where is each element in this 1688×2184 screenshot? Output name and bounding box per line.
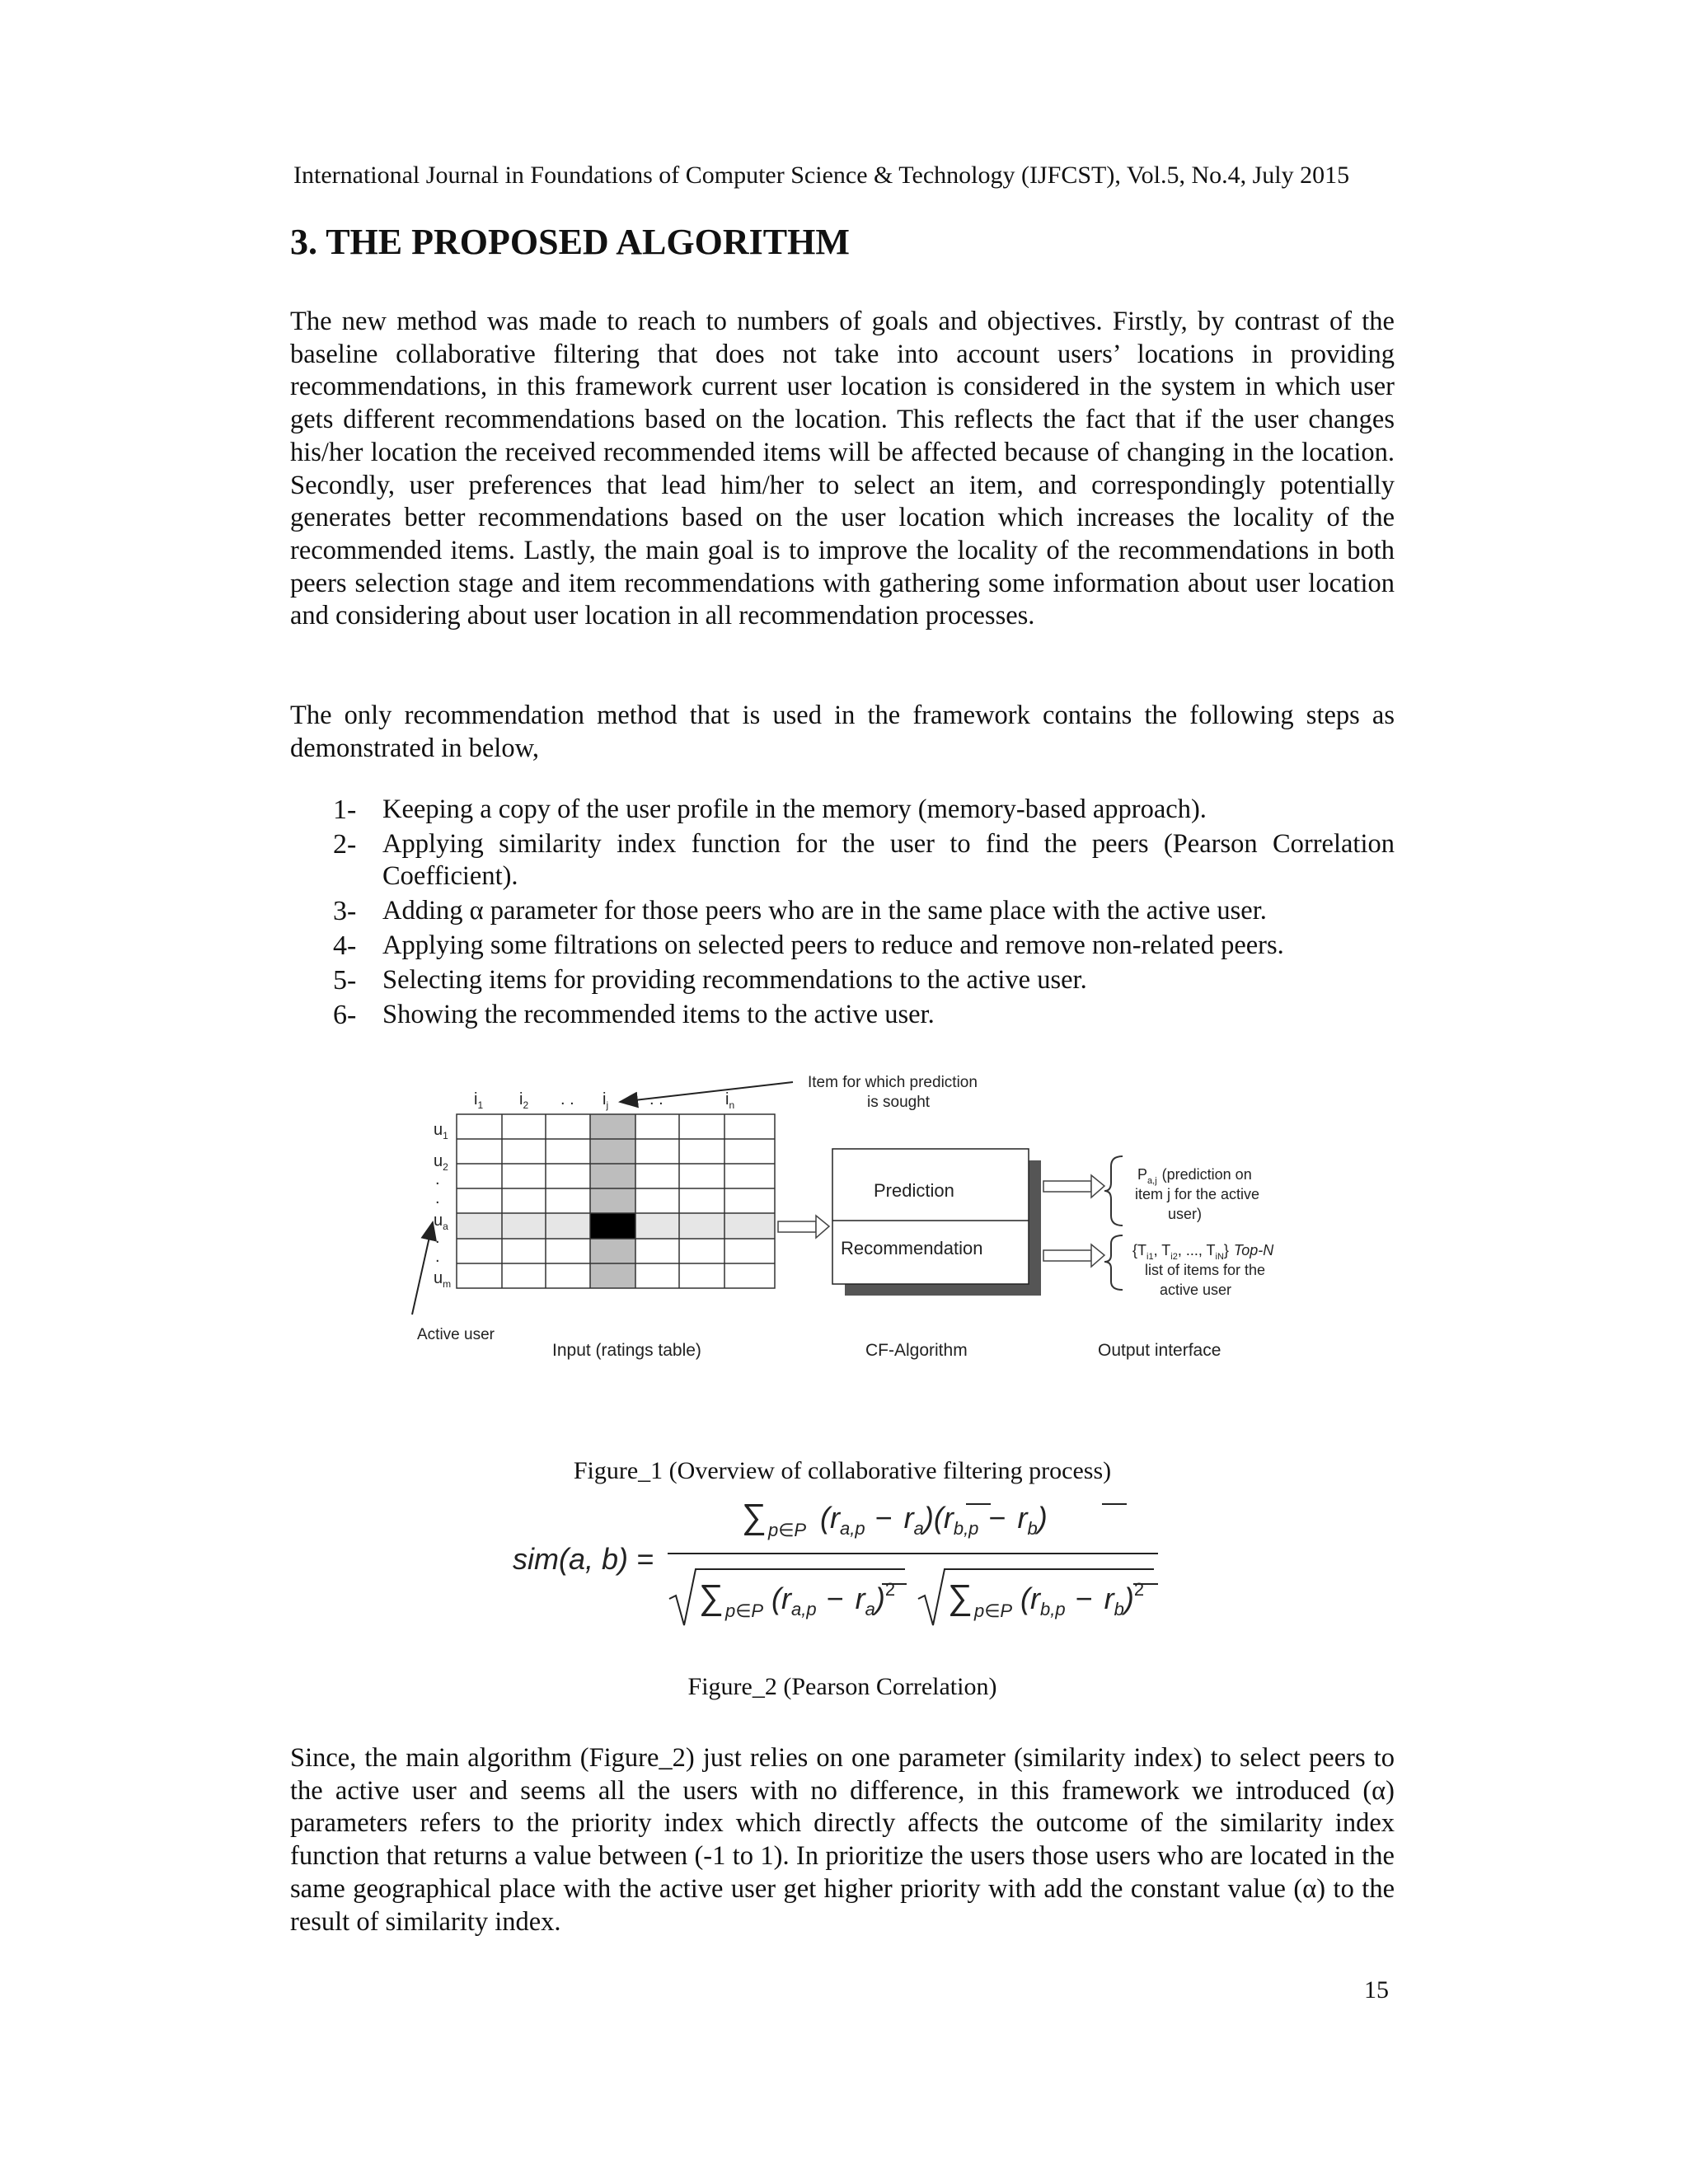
figure2-caption: Figure_2 (Pearson Correlation) bbox=[687, 1673, 997, 1700]
svg-text:item j for the active: item j for the active bbox=[1135, 1186, 1260, 1202]
row-label: $u_m$ bbox=[434, 1269, 452, 1290]
prediction-output bbox=[1135, 1166, 1259, 1222]
svg-text:(ra,p−ra)(rb,p−rb): $(r_{a,p} - r_a)(r_{b,p} - r_b)$ bbox=[820, 1501, 1048, 1539]
column-label: $i_n$ bbox=[725, 1090, 735, 1111]
row-label: $u_a$ bbox=[434, 1212, 448, 1232]
svg-text:p∈P: p∈P bbox=[974, 1601, 1013, 1621]
step-number: 6- bbox=[333, 1000, 357, 1030]
svg-text:∑: ∑ bbox=[742, 1497, 767, 1535]
step-text: Applying some filtrations on selected peers to reduce and remove non-related peers. bbox=[382, 930, 1284, 960]
list-item bbox=[290, 895, 1395, 927]
row-label: $u_1$ bbox=[434, 1121, 448, 1141]
step-text: Selecting items for providing recommendations to the active user. bbox=[382, 965, 1087, 995]
step-number: 1- bbox=[333, 794, 357, 825]
figure-pearson-formula bbox=[495, 1493, 1203, 1638]
step-text: Adding α parameter for those peers who are in the same place with the active user. bbox=[382, 896, 1267, 926]
steps-list bbox=[290, 794, 1395, 1033]
active-user-label: Active user bbox=[417, 1326, 495, 1343]
prediction-label: Prediction bbox=[874, 1180, 954, 1201]
row-label: . bbox=[435, 1170, 440, 1188]
list-item bbox=[290, 794, 1395, 826]
recommendation-label: Recommendation bbox=[841, 1238, 983, 1258]
svg-text:p∈P: p∈P bbox=[725, 1601, 764, 1621]
output-arrow-recommendation bbox=[1043, 1244, 1104, 1267]
column-label: $i_1$ bbox=[474, 1090, 484, 1111]
active-user-arrow bbox=[412, 1222, 433, 1315]
svg-text:Pa,j(prediction on: $P_{a,j}$ (prediction on bbox=[1137, 1166, 1252, 1186]
formula-numerator bbox=[742, 1497, 1127, 1540]
row-label: . bbox=[435, 1229, 440, 1247]
formula-lhs: sim(a, b) = bbox=[513, 1542, 654, 1576]
svg-text:(ra,p−ra)2: $(r_{a,p} - r_a)^2$ bbox=[771, 1579, 896, 1619]
row-labels bbox=[434, 1121, 451, 1290]
formula-denominator bbox=[669, 1569, 1158, 1625]
figure-cf-process bbox=[404, 1067, 1286, 1380]
list-item bbox=[290, 828, 1395, 893]
row-label: $u_2$ bbox=[434, 1152, 448, 1173]
algorithm-label: CF-Algorithm bbox=[865, 1341, 968, 1360]
figure1-caption: Figure_1 (Overview of collaborative filtering process) bbox=[573, 1457, 1112, 1484]
ratings-table bbox=[457, 1114, 775, 1288]
step-number: 2- bbox=[333, 829, 357, 860]
row-label: . bbox=[435, 1189, 440, 1207]
list-item bbox=[290, 964, 1395, 996]
step-text: Showing the recommended items to the active user. bbox=[382, 1000, 935, 1029]
column-label: $i_2$ bbox=[519, 1090, 529, 1111]
list-item bbox=[290, 999, 1395, 1031]
paragraph-alpha: Since, the main algorithm (Figure_2) just relies on one parameter (similarity index) to select peers to the active user and seems all the users with no difference, in this framework we introduced (α) parameters refers to the priority index which directly affects the outcome of the similarity index function that returns a value between (-1 to 1). In prioritize the users those users who are located in the same geographical place with the active user get higher priority with add the constant value (α) to the result of similarity index. bbox=[290, 1743, 1395, 1937]
output-label: Output interface bbox=[1098, 1341, 1221, 1360]
item-arrow bbox=[620, 1082, 793, 1102]
svg-text:list of items for the: list of items for the bbox=[1145, 1262, 1266, 1278]
svg-text:p∈P: p∈P bbox=[768, 1520, 807, 1540]
input-label: Input (ratings table) bbox=[552, 1341, 701, 1360]
step-text: Applying similarity index function for the user to find the peers (Pearson Correlation Coefficient). bbox=[382, 829, 1395, 891]
journal-header: International Journal in Foundations of Computer Science & Technology (IJFCST), Vol.5, No.4, July 2015 bbox=[293, 162, 1350, 189]
svg-text:∑: ∑ bbox=[699, 1577, 724, 1616]
output-brace bbox=[1104, 1156, 1123, 1226]
paragraph-intro: The new method was made to reach to numbers of goals and objectives. Firstly, by contrast of the baseline collaborative filtering that does not take into account users’ locations in providing recommendations, in this framework current user location is considered in the system in which user gets different recommendations based on the location. This reflects the fact that if the user changes his/her location the received recommended items will be affected because of changing in the location. Secondly, user preferences that lead him/her to select an item, and correspondingly potentially generates better recommendations based on the user location which increases the locality of the recommended items. Lastly, the main goal is to improve the locality of the recommendations in both peers selection stage and item recommendations with gathering some information about user location and considering about user location in all recommendation processes. bbox=[290, 307, 1395, 631]
item-note: Item for which prediction bbox=[808, 1074, 978, 1091]
section-heading: 3. THE PROPOSED ALGORITHM bbox=[290, 222, 850, 262]
svg-text:∑: ∑ bbox=[948, 1577, 973, 1616]
output-brace bbox=[1104, 1235, 1123, 1290]
topn-output bbox=[1132, 1242, 1274, 1298]
page-number: 15 bbox=[1364, 1976, 1389, 2004]
svg-text:(rb,p−rb)2: $(r_{b,p} - r_b)^2$ bbox=[1020, 1579, 1145, 1619]
column-label: $i_j$ bbox=[603, 1090, 609, 1111]
step-number: 5- bbox=[333, 965, 357, 996]
input-arrow bbox=[778, 1216, 829, 1238]
column-label: . . bbox=[649, 1090, 663, 1108]
svg-text:{Ti1, Ti2, ..., TiN}Top-N: {$T_{i1}$, $T_{i2}$, ..., $T_{iN}$} Top-N bbox=[1132, 1242, 1274, 1262]
svg-text:active user: active user bbox=[1160, 1282, 1232, 1298]
column-label: . . bbox=[560, 1090, 574, 1108]
svg-text:user): user) bbox=[1168, 1206, 1203, 1222]
item-note: is sought bbox=[867, 1094, 931, 1111]
cf-algorithm-box bbox=[832, 1149, 1041, 1296]
row-label: . bbox=[435, 1248, 440, 1266]
step-number: 3- bbox=[333, 896, 357, 926]
paragraph-steps-intro: The only recommendation method that is used in the framework contains the following steps as demonstrated in below, bbox=[290, 701, 1395, 763]
step-text: Keeping a copy of the user profile in the memory (memory-based approach). bbox=[382, 794, 1207, 824]
list-item bbox=[290, 930, 1395, 962]
step-number: 4- bbox=[333, 930, 357, 961]
output-arrow-prediction bbox=[1043, 1175, 1104, 1197]
